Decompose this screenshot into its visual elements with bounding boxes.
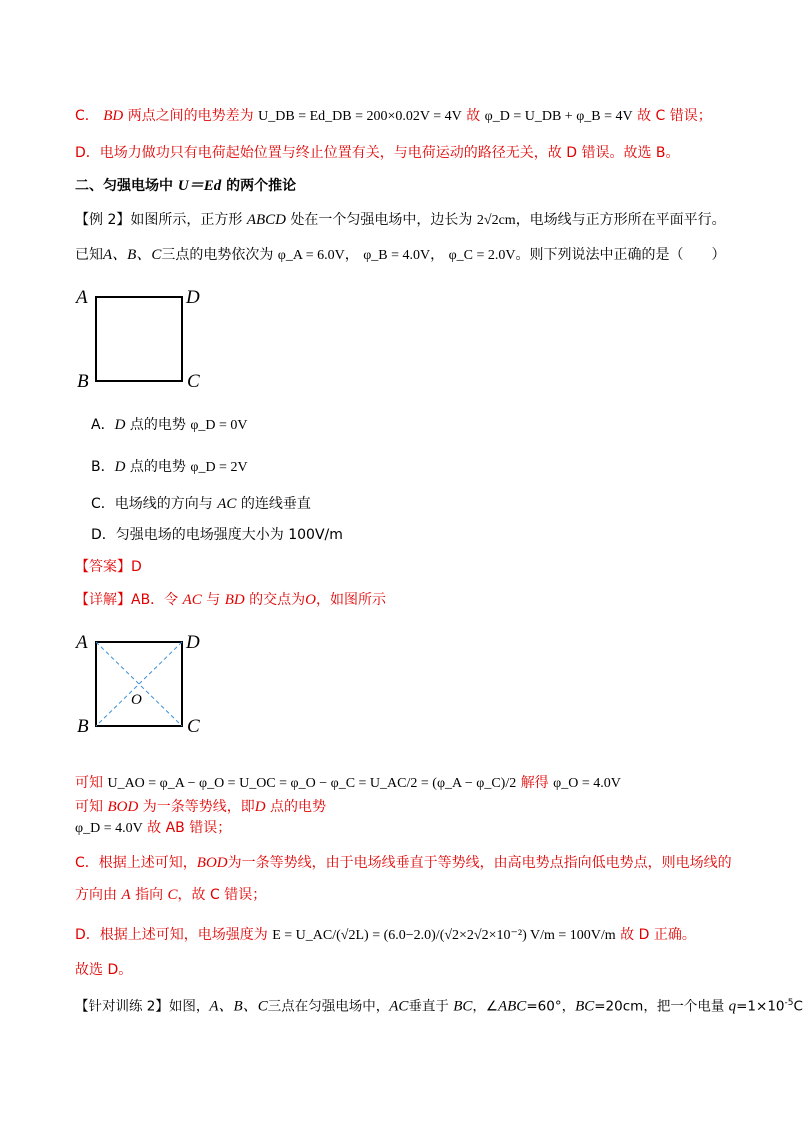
- formula-udb: U_DB = Ed_DB = 200×0.02V = 4V: [258, 109, 462, 124]
- label-d: D: [186, 632, 200, 653]
- label-a: A: [76, 287, 88, 308]
- derivation-result: φ_D = 4.0V 故 AB 错误；: [75, 820, 232, 836]
- label-b: B: [77, 371, 89, 392]
- option-b: B．D 点的电势 φ_D = 2V: [91, 459, 248, 475]
- formula-phid: φ_D = U_DB + φ_B = 4V: [484, 109, 633, 124]
- paragraph-c-field-line-2: 方向由 A 指向 C，故 C 错误；: [75, 887, 267, 903]
- paragraph-d-work: D．电场力做功只有电荷起始位置与终止位置有关，与电荷运动的路径无关，故 D 错误。故选 B。: [75, 145, 680, 161]
- formula-uao: U_AO = φ_A − φ_O = U_OC = φ_O − φ_C = U_AC/2 = (φ_A − φ_C)/2: [107, 776, 517, 791]
- paragraph-c-field-line-1: C．根据上述可知，BOD为一条等势线，由于电场线垂直于等势线，由高电势点指向低电势点，则电场线的: [75, 855, 732, 871]
- option-d: D．匀强电场的电场强度大小为 100V/m: [91, 527, 343, 543]
- paragraph-c-bd-potential: C． BD 两点之间的电势差为 U_DB = Ed_DB = 200×0.02V = 4V 故 φ_D = U_DB + φ_B = 4V 故 C 错误；: [75, 108, 712, 124]
- derivation-cont: 可知 BOD 为一条等势线，即D 点的电势: [75, 799, 327, 815]
- derivation: 可知 U_AO = φ_A − φ_O = U_OC = φ_O − φ_C = U_AC/2 = (φ_A − φ_C)/2 解得 φ_O = 4.0V: [75, 775, 621, 791]
- label-d: D: [186, 287, 200, 308]
- square-outline: [96, 642, 182, 726]
- label-b: B: [77, 716, 89, 737]
- example-2-line-1: 【例 2】如图所示，正方形 ABCD 处在一个匀强电场中，边长为 2√2cm，电场线与正方形所在平面平行。: [75, 212, 726, 228]
- option-a: A．D 点的电势 φ_D = 0V: [91, 417, 248, 433]
- figure-square-diagonals: [70, 627, 210, 739]
- paragraph-d-field-strength: D．根据上述可知，电场强度为 E = U_AC/(√2L) = (6.0−2.0)/(√2×2√2×10⁻²) V/m = 100V/m 故 D 正确。: [75, 927, 696, 943]
- diagonal-ac: [96, 642, 182, 726]
- explanation-intro: 【详解】AB．令 AC 与 BD 的交点为O，如图所示: [75, 592, 387, 608]
- option-c: C．电场线的方向与 AC 的连线垂直: [91, 496, 311, 512]
- label-a: A: [76, 632, 88, 653]
- section-title: 二、匀强电场中 U＝Ed 的两个推论: [75, 178, 297, 194]
- square-outline: [96, 297, 182, 381]
- answer: 【答案】D: [75, 559, 142, 575]
- formula-e: E = U_AC/(√2L) = (6.0−2.0)/(√2×2√2×10⁻²) V/m = 100V/m: [272, 928, 616, 943]
- label-c: C: [187, 371, 200, 392]
- label-o: O: [131, 692, 142, 708]
- training-2: 【针对训练 2】如图，A、B、C三点在匀强电场中，AC垂直于 BC，∠ABC=60°，BC=20cm，把一个电量 $q=1\times 10^{-5}C$: [75, 998, 803, 1015]
- diagonal-bd: [96, 642, 182, 726]
- example-2-line-2: 已知A、B、C三点的电势依次为 φ_A = 6.0V， φ_B = 4.0V， φ_C = 2.0V。则下列说法中正确的是（ ）: [75, 247, 726, 263]
- figure-square-abcd: [70, 282, 210, 394]
- conclusion: 故选 D。: [75, 962, 133, 978]
- label-c: C: [187, 716, 200, 737]
